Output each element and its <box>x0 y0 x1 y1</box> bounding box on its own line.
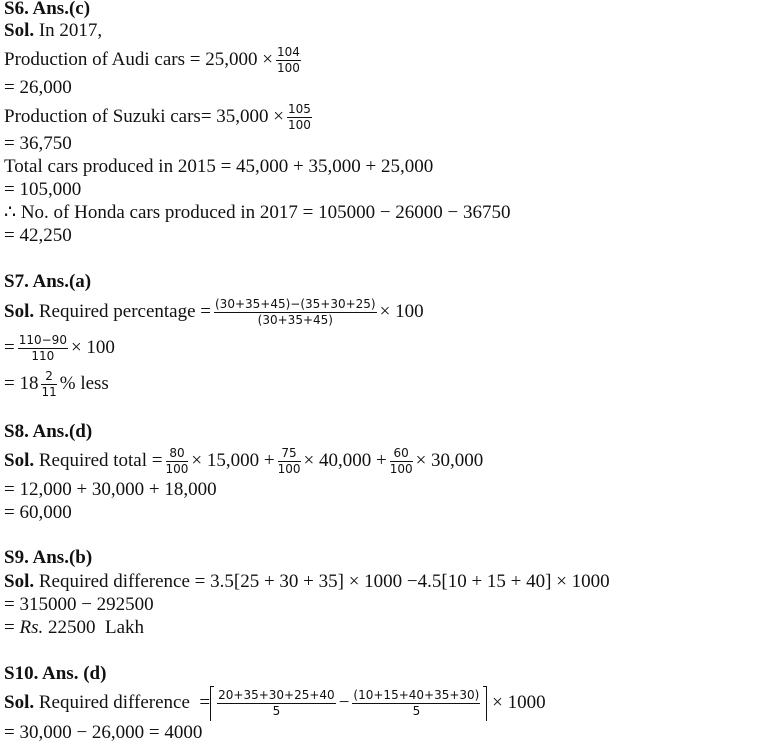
fraction-denominator: 5 <box>272 704 281 718</box>
s9-amount: 22500 Lakh <box>47 617 145 638</box>
ceiling-bracket-right <box>483 686 487 721</box>
fraction-denominator: 100 <box>165 462 189 476</box>
s6-suzuki-fraction <box>287 103 312 132</box>
fraction-denominator: 11 <box>41 385 57 399</box>
fraction-numerator: 2 <box>41 370 56 385</box>
fraction-numerator: 75 <box>278 447 301 462</box>
s8-fraction-2 <box>278 447 301 476</box>
s10-text: Required difference = <box>38 691 211 713</box>
s6-total-line: Total cars produced in 2015 = 45,000 + 35,000 + 25,000 <box>4 156 434 177</box>
s9-text: Required difference = 3.5[25 + 30 + 35] × 1000 −4.5[10 + 15 + 40] × 1000 <box>38 571 610 592</box>
s10-fraction-1 <box>217 689 336 718</box>
s9-currency: Rs. <box>19 617 44 638</box>
s6-honda-result: = 42,250 <box>4 225 72 246</box>
s7-heading: S7. Ans.(a) <box>4 271 92 292</box>
s7-mixed-fraction <box>41 370 56 399</box>
s7-result-line <box>4 370 109 399</box>
s8-term-2: × 40,000 + <box>303 449 387 471</box>
s8-text: Required total = <box>38 449 163 471</box>
fraction-numerator: (10+15+40+35+30) <box>353 688 480 702</box>
s10-fraction-2 <box>352 689 480 718</box>
sol-label: Sol. <box>4 300 35 322</box>
fraction-numerator: 60 <box>390 447 413 462</box>
s7-formula-line <box>4 298 424 327</box>
s7-times-2: × 100 <box>70 336 115 358</box>
s6-total-result: = 105,000 <box>4 179 82 200</box>
s7-result-suffix: % less <box>59 372 109 394</box>
fraction-numerator: 110−90 <box>18 333 67 347</box>
s7-fraction-2 <box>18 334 68 363</box>
s10-formula-line <box>4 686 546 721</box>
ceiling-bracket-left <box>210 686 214 721</box>
s9-formula-line <box>4 571 610 593</box>
s8-term-3: × 30,000 <box>415 449 484 471</box>
s9-heading: S9. Ans.(b) <box>4 547 93 568</box>
s7-text: Required percentage = <box>38 300 211 322</box>
s8-line3: = 60,000 <box>4 502 72 523</box>
s8-formula-line <box>4 447 483 476</box>
sol-label: Sol. <box>4 571 35 592</box>
s6-audi-result: = 26,000 <box>4 77 72 98</box>
s8-term-1: × 15,000 + <box>191 449 275 471</box>
fraction-denominator: 100 <box>277 462 301 476</box>
s6-suzuki-text: Production of Suzuki cars= 35,000 × <box>4 105 285 127</box>
s6-suzuki-line <box>4 103 315 132</box>
fraction-denominator: 100 <box>389 462 413 476</box>
s8-heading: S8. Ans.(d) <box>4 421 93 442</box>
s8-fraction-1 <box>166 447 189 476</box>
s6-intro: In 2017, <box>38 20 103 41</box>
s10-times: × 1000 <box>492 691 546 713</box>
s9-line3 <box>4 617 144 639</box>
sol-label: Sol. <box>4 20 35 41</box>
fraction-numerator: (30+35+45)−(35+30+25) <box>215 297 376 311</box>
fraction-numerator: 80 <box>166 447 189 462</box>
fraction-numerator: 104 <box>276 45 300 59</box>
fraction-denominator: 100 <box>288 118 311 132</box>
fraction-numerator: 20+35+30+25+40 <box>218 688 335 702</box>
s6-honda-line: ∴ No. of Honda cars produced in 2017 = 105000 − 26000 − 36750 <box>4 202 511 223</box>
sol-label: Sol. <box>4 449 35 471</box>
sol-label: Sol. <box>4 691 35 713</box>
s8-fraction-3 <box>390 447 413 476</box>
s6-suzuki-result: = 36,750 <box>4 133 72 154</box>
s7-eq: = <box>4 336 15 358</box>
s6-heading: S6. Ans.(c) <box>4 0 91 19</box>
fraction-denominator: 100 <box>276 61 300 75</box>
fraction-denominator: (30+35+45) <box>257 313 333 327</box>
s7-result-prefix: = 18 <box>4 372 39 394</box>
s6-intro-line <box>4 20 102 42</box>
s6-audi-text: Production of Audi cars = 25,000 × <box>4 48 273 70</box>
s6-audi-line <box>4 46 304 75</box>
s8-line2: = 12,000 + 30,000 + 18,000 <box>4 479 217 500</box>
s9-eq: = <box>4 617 15 638</box>
fraction-denominator: 5 <box>412 704 421 718</box>
s10-minus: − <box>338 691 350 713</box>
fraction-numerator: 105 <box>288 102 311 116</box>
s10-line2: = 30,000 − 26,000 = 4000 <box>4 722 203 743</box>
s10-heading: S10. Ans. (d) <box>4 663 107 684</box>
s7-times: × 100 <box>379 300 424 322</box>
s6-audi-fraction <box>276 46 301 75</box>
s9-line2: = 315000 − 292500 <box>4 594 154 615</box>
fraction-denominator: 110 <box>31 349 55 363</box>
s7-line2 <box>4 334 115 363</box>
s7-fraction <box>214 298 377 327</box>
